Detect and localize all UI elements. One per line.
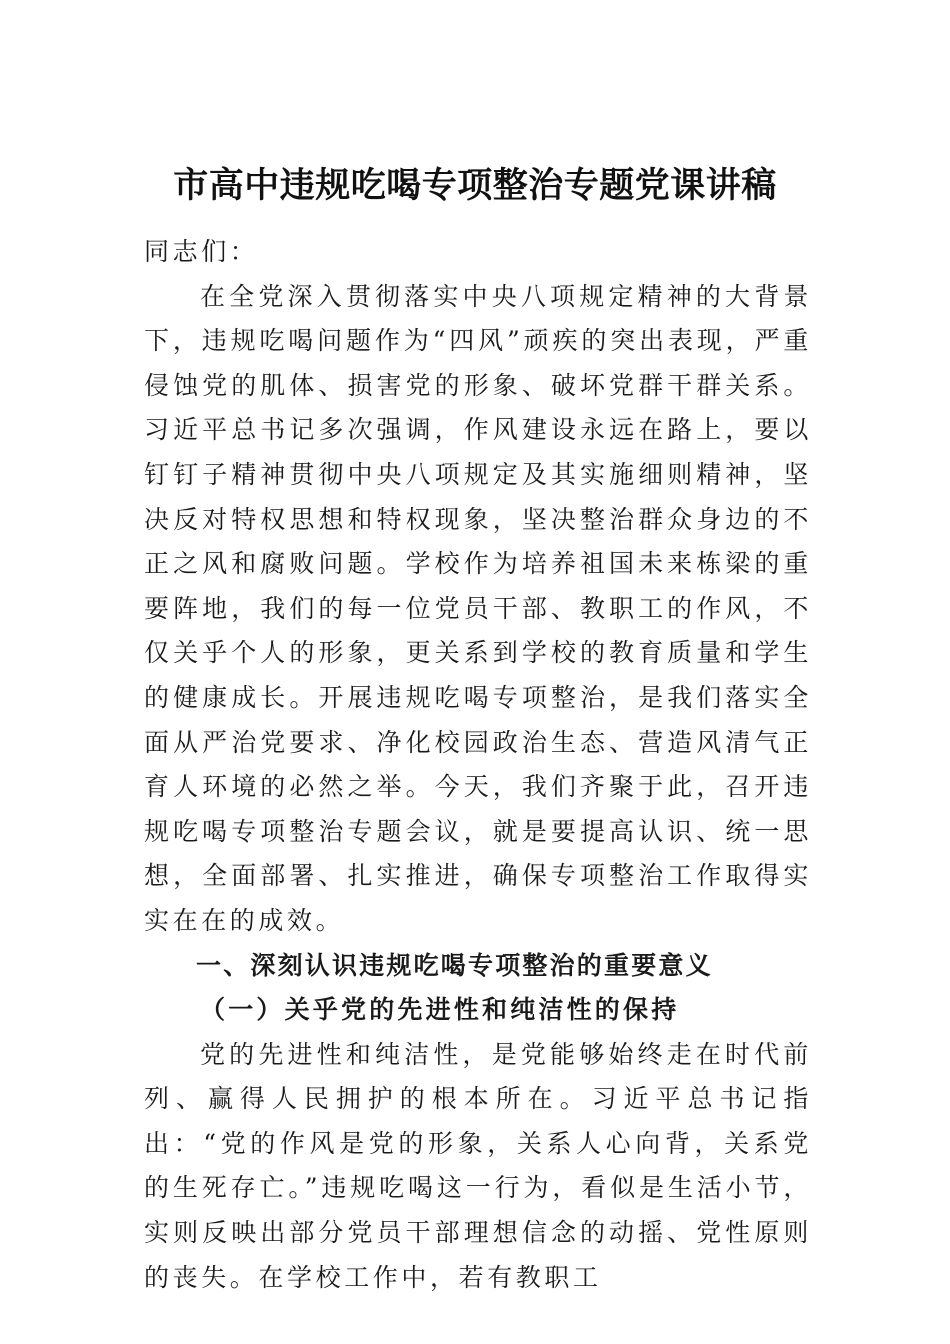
section-heading-1: 一、深刻认识违规吃喝专项整治的重要意义 (196, 950, 713, 980)
intro-paragraph: 在全党深入贯彻落实中央八项规定精神的大背景下，违规吃喝问题作为“四风”顽疾的突出表现，严重侵蚀党的肌体、损害党的形象、破坏党群干群关系。习近平总书记多次强调，作风建设永远在路上，要以钉钉子精神贯彻中央八项规定及其实施细则精神，坚决反对特权思想和特权现象，坚决整治群众身边的不正之风和腐败问题。学校作为培养祖国未来栋梁的重要阵地，我们的每一位党员干部、教职工的作风，不仅关乎个人的形象，更关系到学校的教育质量和学生的健康成长。开展违规吃喝专项整治，是我们落实全面从严治党要求、净化校园政治生态、营造风清气正育人环境的必然之举。今天，我们齐聚于此，召开违规吃喝专项整治专题会议，就是要提高认识、统一思想，全面部署、扎实推进，确保专项整治工作取得实实在在的成效。 (144, 281, 812, 935)
salutation: 同志们： (144, 237, 259, 266)
subsection-paragraph-1: 党的先进性和纯洁性，是党能够始终走在时代前列、赢得人民拥护的根本所在。习近平总书记指出：“党的作风是党的形象，关系人心向背，关系党的生死存亡。”违规吃喝这一行为，看似是生活小节，实则反映出部分党员干部理想信念的动摇、党性原则的丧失。在学校工作中，若有教职工 (144, 1039, 812, 1292)
subsection-heading-1: （一）关乎党的先进性和纯洁性的保持 (200, 995, 680, 1025)
document-body (144, 230, 812, 1300)
document-title: 市高中违规吃喝专项整治专题党课讲稿 (173, 165, 777, 206)
